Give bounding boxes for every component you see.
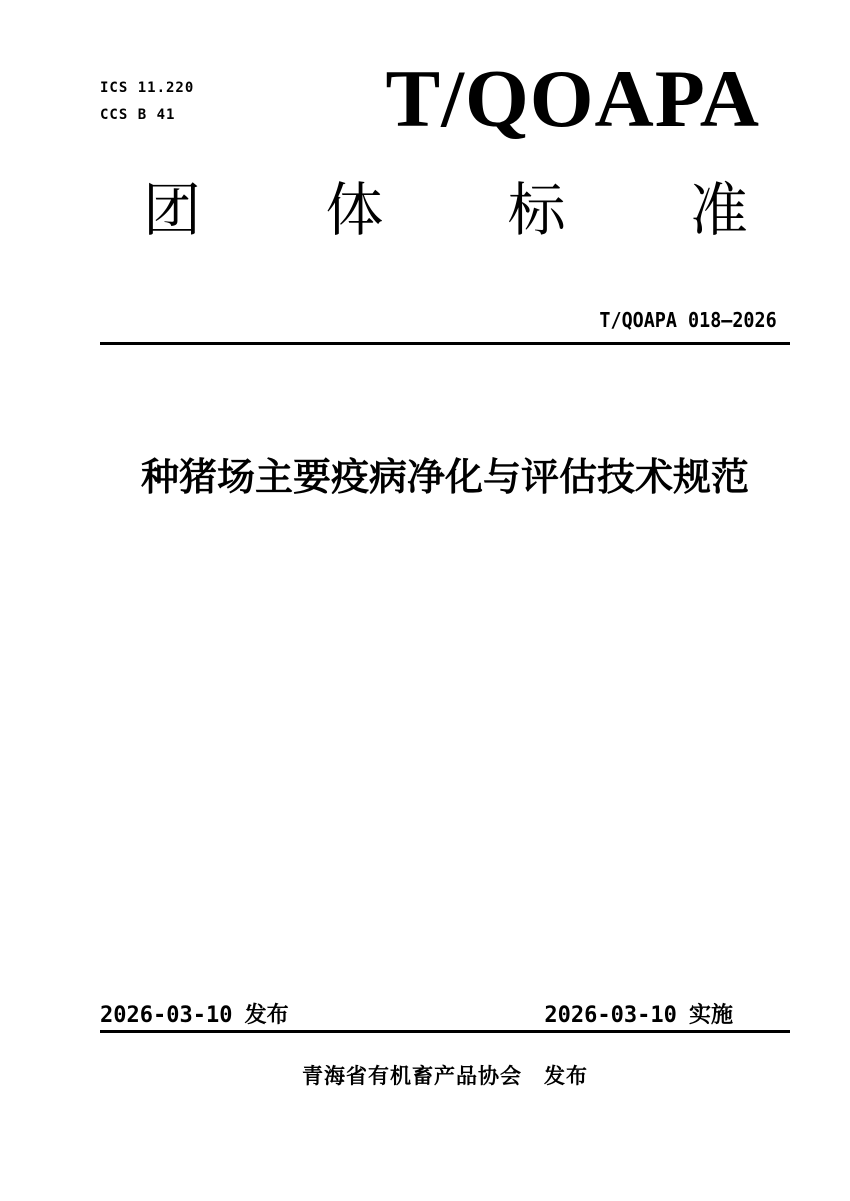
- doc-type-char-2: 体: [325, 178, 384, 243]
- doc-type-char-3: 标: [507, 178, 566, 243]
- dates-row: [100, 1002, 790, 1029]
- issue-date: [100, 1002, 289, 1029]
- implement-date: [544, 1002, 733, 1029]
- publisher-name: 青海省有机畜产品协会: [302, 1065, 522, 1088]
- publisher-line: [100, 1063, 790, 1090]
- standard-org-abbreviation: T/QOAPA: [385, 53, 760, 144]
- issue-date-label: 发布: [244, 1002, 289, 1027]
- implement-date-value: 2026-03-10: [544, 1003, 677, 1028]
- ccs-code: CCS B 41: [100, 107, 176, 123]
- doc-type-char-4: 准: [689, 178, 748, 243]
- implement-date-label: 实施: [688, 1002, 733, 1027]
- issue-date-value: 2026-03-10: [100, 1003, 233, 1028]
- standard-title: 种猪场主要疫病净化与评估技术规范: [140, 457, 749, 499]
- footer-rule: [100, 1030, 790, 1033]
- doc-type-char-1: 团: [143, 178, 202, 243]
- header-rule: [100, 342, 790, 345]
- document-type-heading: [143, 178, 748, 243]
- standard-number: T/QOAPA 018—2026: [599, 308, 777, 332]
- publisher-action: 发布: [544, 1065, 588, 1088]
- ics-code: ICS 11.220: [100, 80, 195, 96]
